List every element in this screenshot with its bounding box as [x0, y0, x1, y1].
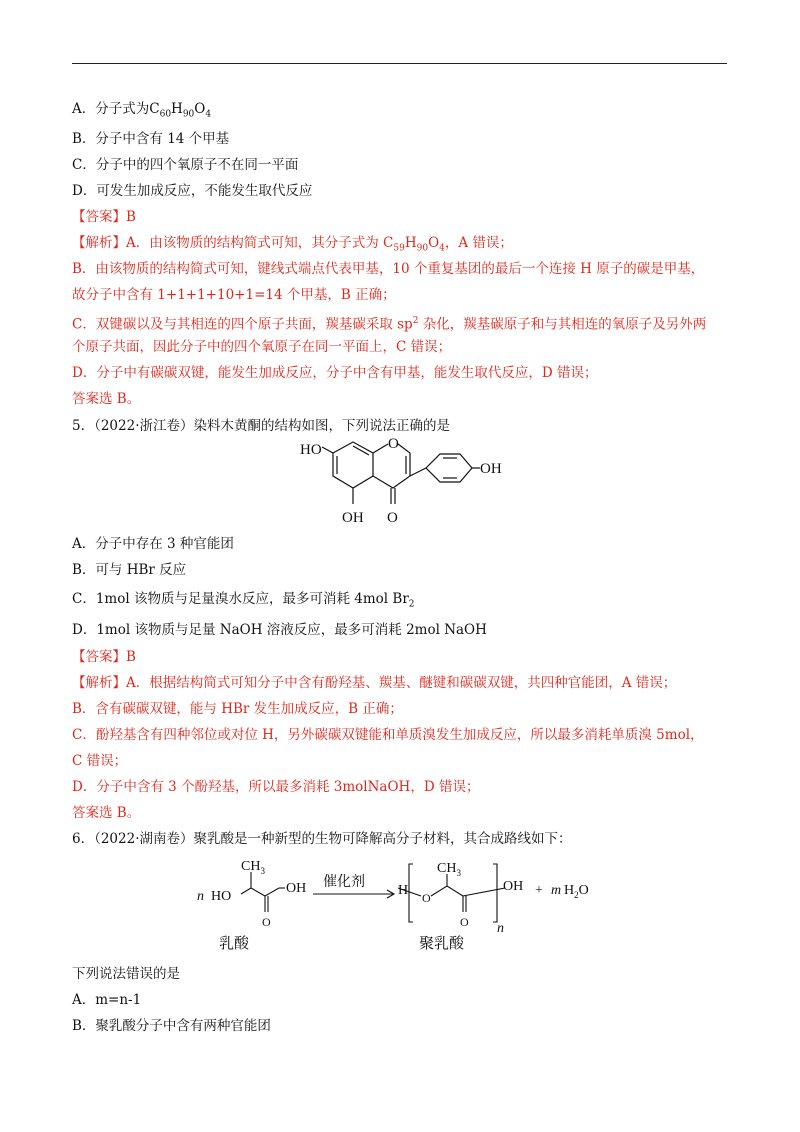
polymer-carbonyl-o: O	[460, 915, 469, 929]
lactic-carbonyl-o: O	[262, 915, 271, 929]
phenol-oh-label: OH	[480, 461, 502, 477]
q5-conclusion: 答案选 B。	[72, 805, 141, 821]
plus-sign: +	[535, 883, 543, 898]
q6-stem: 6．（2022·湖南卷）聚乳酸是一种新型的生物可降解高分子材料，其合成路线如下：	[72, 831, 572, 847]
q5-explanation-line-5: D．分子中含有 3 个酚羟基，所以最多消耗 3molNaOH，D 错误；	[72, 779, 480, 795]
q5-stem: 5．（2022·浙江卷）染料木黄酮的结构如图，下列说法正确的是	[72, 418, 450, 434]
coefficient-n: n	[197, 889, 204, 904]
q4-explanation-line-3: 故分子中含有 1+1+1+10+1=14 个甲基，B 正确；	[72, 287, 396, 303]
q5-option-b: B．可与 HBr 反应	[72, 562, 187, 578]
q4-option-c: C．分子中的四个氧原子不在同一平面	[72, 157, 299, 173]
q4-answer: 【答案】B	[72, 209, 136, 225]
polymer-subscript-n: n	[497, 921, 504, 936]
water-formula: $H_2O$	[564, 883, 589, 900]
q6-option-a: A．m=n-1	[72, 992, 142, 1008]
q4-explanation-line-5: 个原子共面，因此分子中的四个氧原子在同一平面上，C 错误；	[72, 339, 452, 355]
polymer-oh-label: OH	[503, 879, 524, 894]
q4-explanation-line-1: 【解析】A．由该物质的结构简式可知，其分子式为 $C_{59}H_{90}O_4$，A 错误；	[72, 235, 513, 254]
q4-explanation-line-2: B．由该物质的结构简式可知，键线式端点代表甲基，10 个重复基团的最后一个连接 H 原子的碳是甲基，	[72, 261, 705, 277]
polymer-ch3-label: $CH_3$	[437, 861, 461, 878]
q5-explanation-line-4: C 错误；	[72, 753, 128, 769]
q4-explanation-line-4: C．双键碳以及与其相连的四个原子共面，羰基碳采取 $sp^2$ 杂化，羰基碳原子和与其相连的氧原子及另外两	[72, 316, 707, 333]
q5-explanation-line-2: B．含有碳碳双键，能与 HBr 发生加成反应，B 正确；	[72, 701, 403, 717]
polymer-ester-o: O	[422, 891, 431, 905]
polymer-h-label: H	[398, 883, 409, 898]
q4-explanation-line-6: D．分子中有碳碳双键，能发生加成反应，分子中含有甲基，能发生取代反应，D 错误；	[72, 365, 598, 381]
q5-answer: 【答案】B	[72, 649, 136, 665]
ring-oxygen-label: O	[388, 438, 399, 452]
q4-option-a: A．分子式为$C_{60}H_{90}O_4$	[72, 101, 212, 120]
lactic-ho-label: HO	[211, 889, 232, 904]
q5-option-c: C．1mol 该物质与足量溴水反应，最多可消耗 4mol $Br_2$	[72, 591, 415, 610]
q5-explanation-line-1: 【解析】A．根据结构简式可知分子中含有酚羟基、羰基、醚键和碳碳双键，共四种官能团，A 错误；	[72, 675, 677, 691]
q5-explanation-line-3: C．酚羟基含有四种邻位或对位 H，另外碳碳双键能和单质溴发生加成反应，所以最多消耗单质溴 5mol，	[72, 727, 704, 743]
q5-option-d: D．1mol 该物质与足量 NaOH 溶液反应，最多可消耗 2mol NaOH	[72, 622, 487, 638]
q6-option-b: B．聚乳酸分子中含有两种官能团	[72, 1018, 271, 1034]
ho-label: HO	[300, 442, 322, 458]
polylactic-acid-caption: 聚乳酸	[419, 936, 465, 952]
q5-option-a: A．分子中存在 3 种官能团	[72, 536, 234, 552]
q4-option-d: D．可发生加成反应，不能发生取代反应	[72, 183, 313, 199]
q4-option-b: B．分子中含有 14 个甲基	[72, 131, 230, 147]
coefficient-m: m	[551, 883, 562, 898]
genistein-structure	[290, 438, 510, 528]
header-rule	[72, 63, 727, 64]
lactic-acid-caption: 乳酸	[219, 936, 250, 952]
q6-question: 下列说法错误的是	[72, 966, 180, 982]
bottom-oh-label: OH	[342, 510, 364, 526]
lactic-ch3-label: $CH_3$	[241, 859, 265, 876]
ketone-oxygen-label: O	[387, 510, 398, 526]
lactic-oh-label: OH	[286, 881, 307, 896]
polylactic-acid-scheme	[195, 852, 615, 952]
q4-conclusion: 答案选 B。	[72, 391, 141, 407]
catalyst-label: 催化剂	[323, 875, 365, 890]
